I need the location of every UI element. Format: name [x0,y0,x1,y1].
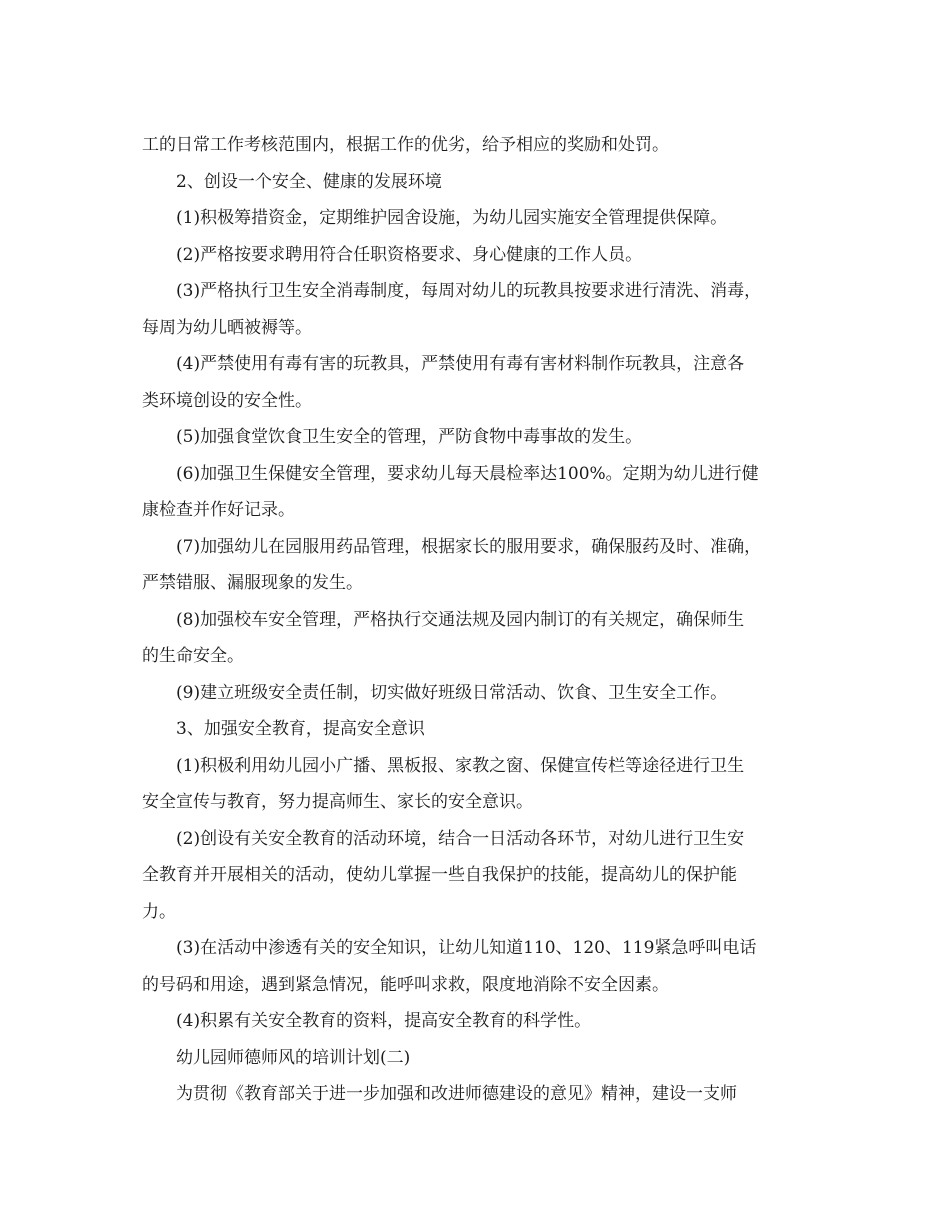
paragraph [142,237,806,274]
text-line: (3)在活动中渗透有关的安全知识，让幼儿知道110、120、119紧急呼叫电话 [176,938,757,958]
paragraph [142,1003,806,1040]
text-line: (1)积极筹措资金，定期维护园舍设施，为幼儿园实施安全管理提供保障。 [176,208,728,228]
paragraph [142,675,806,712]
text-line: 康检查并作好记录。 [142,500,295,520]
paragraph [142,529,806,602]
text-line: (9)建立班级安全责任制，切实做好班级日常活动、饮食、卫生安全工作。 [176,682,728,703]
text-line: (8)加强校车安全管理，严格执行交通法规及园内制订的有关规定，确保师生 [176,609,745,630]
text-line: 工的日常工作考核范围内，根据工作的优劣，给予相应的奖励和处罚。 [142,135,669,155]
text-line: 严禁错服、漏服现象的发生。 [142,573,363,593]
text-line: (4)积累有关安全教育的资料，提高安全教育的科学性。 [176,1011,592,1031]
text-line: (3)严格执行卫生安全消毒制度，每周对幼儿的玩教具按要求进行清洗、消毒， [176,281,762,301]
text-line: 3、加强安全教育，提高安全意识 [176,719,425,739]
text-line: 的号码和用途，遇到紧急情况，能呼叫求救，限度地消除不安全因素。 [142,974,669,995]
document-body [142,127,806,1113]
paragraph [142,602,806,675]
text-line: 每周为幼儿晒被褥等。 [142,317,312,338]
paragraph [142,273,806,346]
text-line: 幼儿园师德师风的培训计划(二) [176,1047,411,1068]
paragraph [142,200,806,237]
paragraph [142,127,806,164]
text-line: 的生命安全。 [142,646,244,666]
paragraph [142,821,806,931]
text-line: 力。 [142,901,176,922]
text-line: 为贯彻《教育部关于进一步加强和改进师德建设的意见》精神，建设一支师 [176,1084,737,1104]
paragraph [142,711,806,748]
text-line: (4)严禁使用有毒有害的玩教具，严禁使用有毒有害材料制作玩教具，注意各 [176,354,745,374]
text-line: (7)加强幼儿在园服用药品管理，根据家长的服用要求，确保服药及时、准确， [176,536,762,557]
text-line: 类环境创设的安全性。 [142,390,312,411]
text-line: 2、创设一个安全、健康的发展环境 [176,171,442,192]
text-line: (6)加强卫生保健安全管理，要求幼儿每天晨检率达100%。定期为幼儿进行健 [176,463,759,484]
paragraph [142,419,806,456]
text-line: 安全宣传与教育，努力提高师生、家长的安全意识。 [142,792,533,812]
paragraph [142,164,806,201]
paragraph [142,930,806,1003]
text-line: 全教育并开展相关的活动，使幼儿掌握一些自我保护的技能，提高幼儿的保护能 [142,865,737,885]
paragraph [142,1040,806,1077]
text-line: (1)积极利用幼儿园小广播、黑板报、家教之窗、保健宣传栏等途径进行卫生 [176,755,745,776]
paragraph [142,346,806,419]
paragraph [142,456,806,529]
paragraph [142,748,806,821]
text-line: (2)创设有关安全教育的活动环境，结合一日活动各环节，对幼儿进行卫生安 [176,828,745,849]
paragraph [142,1076,806,1113]
text-line: (2)严格按要求聘用符合任职资格要求、身心健康的工作人员。 [176,244,643,265]
text-line: (5)加强食堂饮食卫生安全的管理，严防食物中毒事故的发生。 [176,427,643,447]
